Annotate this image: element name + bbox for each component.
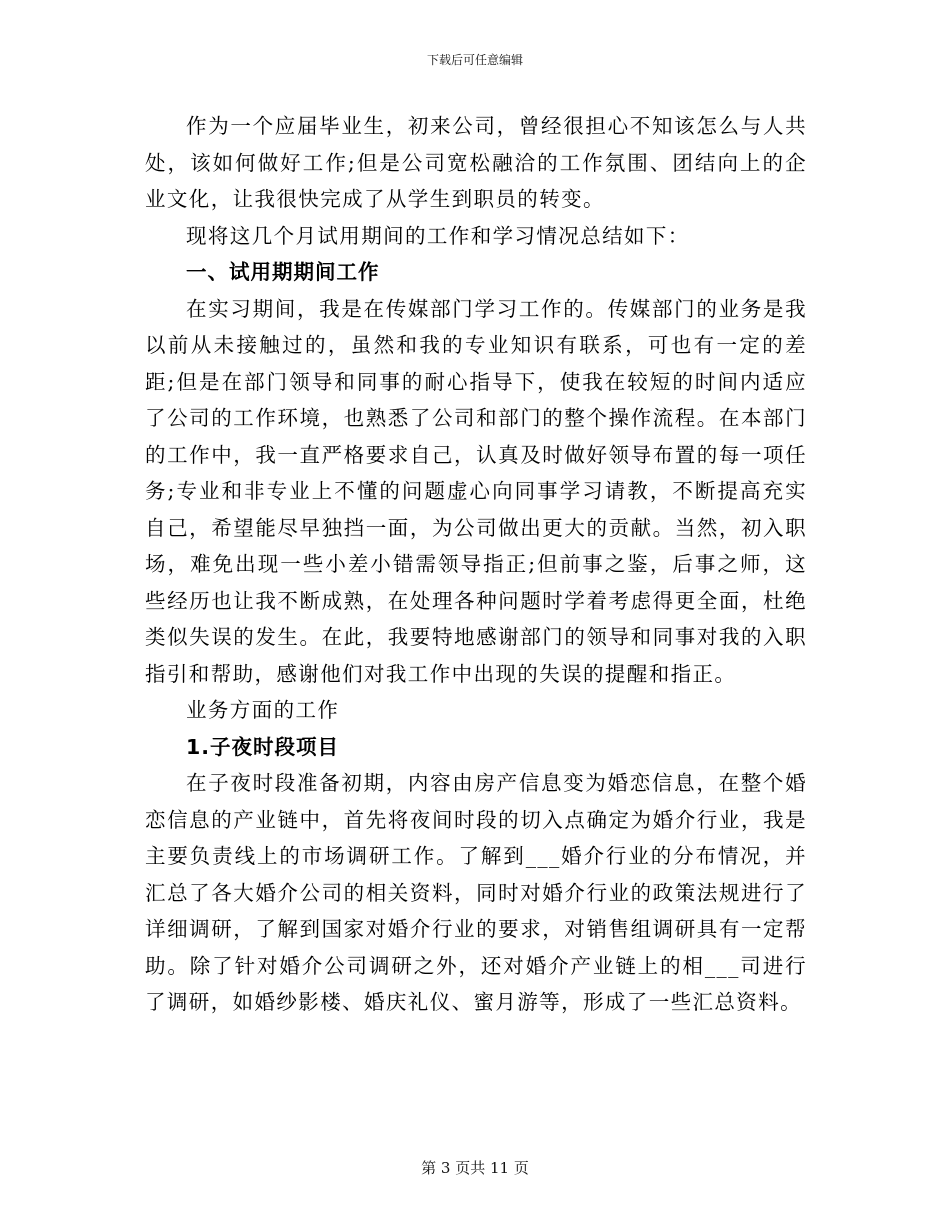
summary-intro-paragraph: 现将这几个月试用期间的工作和学习情况总结如下：: [186, 223, 690, 248]
business-work-label: 业务方面的工作: [186, 698, 340, 722]
section-heading-probation-work: 一、试用期期间工作: [186, 260, 380, 284]
probation-work-paragraph: 在实习期间，我是在传媒部门学习工作的。传媒部门的业务是我以前从未接触过的，虽然和我的专业知识有联系，可也有一定的差距;但是在部门领导和同事的耐心指导下，使我在较短的时间内适应了公司的工作环境，也熟悉了公司和部门的整个操作流程。在本部门的工作中，我一直严格要求自己，认真及时做好领导布置的每一项任务;专业和非专业上不懂的问题虚心向同事学习请教，不断提高充实自己，希望能尽早独挡一面，为公司做出更大的贡献。当然，初入职场，难免出现一些小差小错需领导指正;但前事之鉴，后事之师，这些经历也让我不断成熟，在处理各种问题时学着考虑得更全面，杜绝类似失误的发生。在此，我要特地感谢部门的领导和同事对我的入职指引和帮助，感谢他们对我工作中出现的失误的提醒和指正。: [145, 296, 807, 686]
midnight-project-paragraph: 在子夜时段准备初期，内容由房产信息变为婚恋信息，在整个婚恋信息的产业链中，首先将夜间时段的切入点确定为婚介行业，我是主要负责线上的市场调研工作。了解到___婚介行业的分布情况，并汇总了各大婚介公司的相关资料，同时对婚介行业的政策法规进行了详细调研，了解到国家对婚介行业的要求，对销售组调研具有一定帮助。除了针对婚介公司调研之外，还对婚介产业链上的相___司进行了调研，如婚纱影楼、婚庆礼仪、蜜月游等，形成了一些汇总资料。: [145, 771, 807, 1014]
document-body: [145, 108, 807, 1021]
page-header: 下载后可任意编辑: [426, 53, 523, 67]
page-number-footer: 第 3 页共 11 页: [421, 1159, 529, 1177]
section-heading-midnight-project: 1.子夜时段项目: [186, 734, 340, 759]
intro-paragraph: 作为一个应届毕业生，初来公司，曾经很担心不知该怎么与人共处，该如何做好工作;但是公司宽松融洽的工作氛围、团结向上的企业文化，让我很快完成了从学生到职员的转变。: [145, 114, 807, 211]
